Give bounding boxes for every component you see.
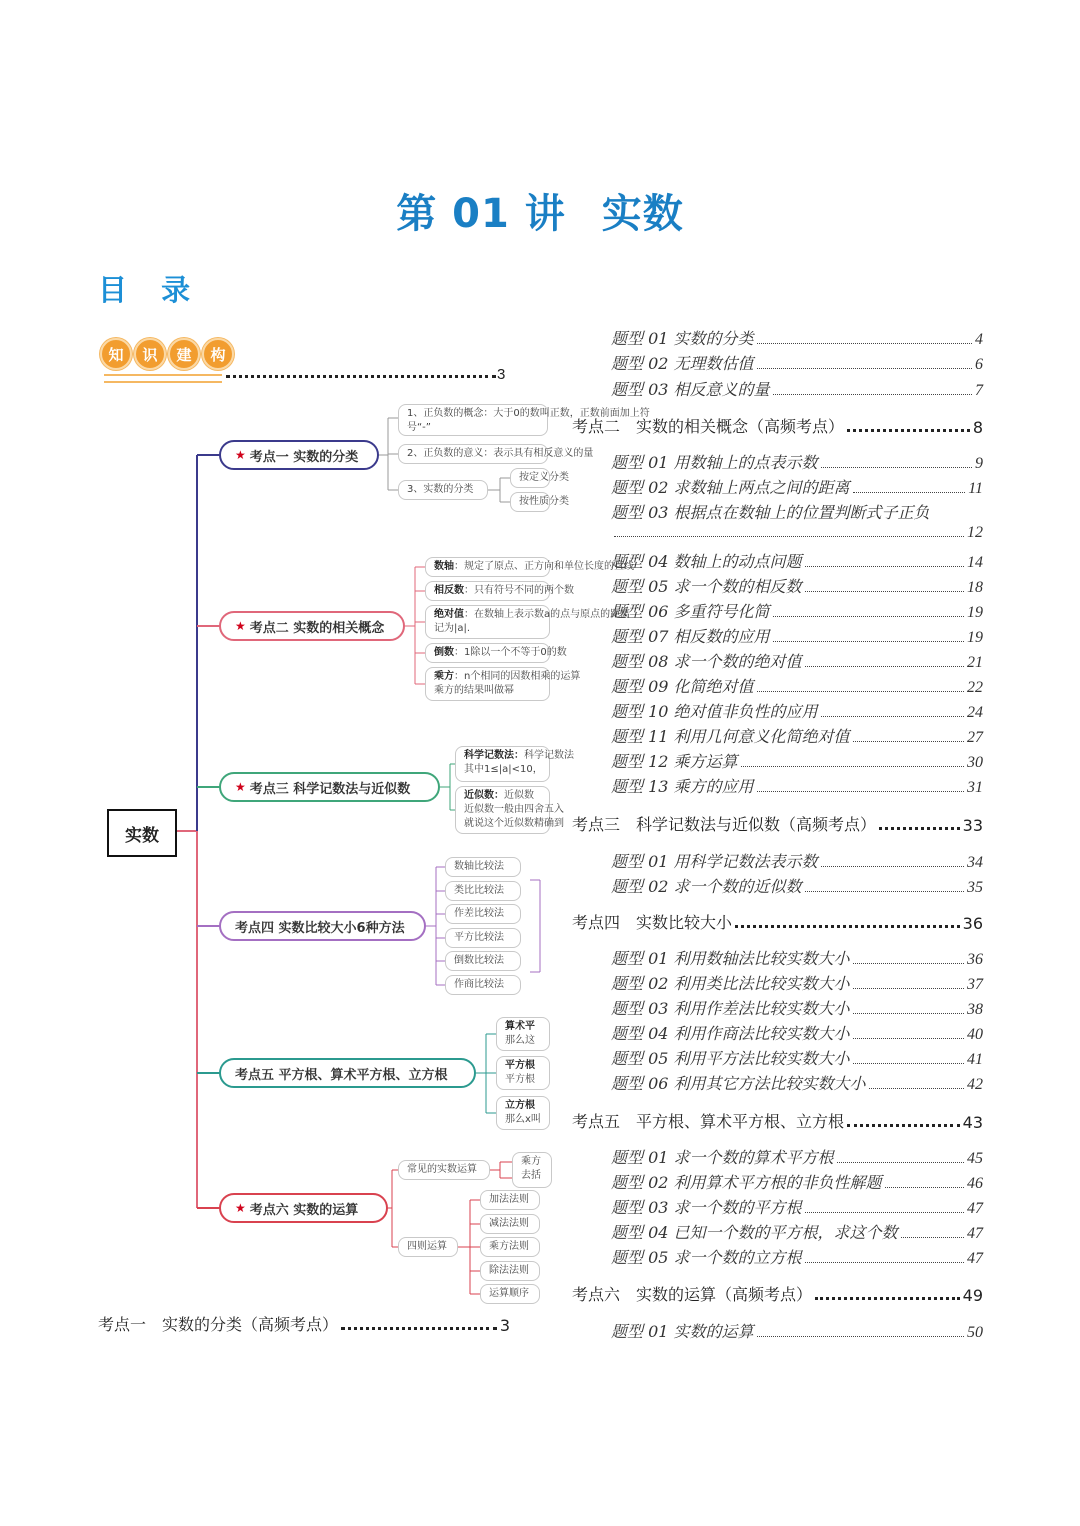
toc-leader-dots bbox=[805, 591, 964, 592]
toc-page-number: 14 bbox=[967, 554, 983, 571]
toc-entry-label: 题型 05 求一个数的相反数 bbox=[611, 577, 802, 596]
toc-leader-dots bbox=[805, 666, 964, 667]
toc-entry-label: 考点二 实数的相关概念（高频考点） bbox=[572, 417, 845, 436]
mind-map-leaf bbox=[425, 667, 581, 701]
leaf-text: 常见的实数运算 bbox=[407, 1164, 477, 1175]
toc-leader-dots bbox=[853, 741, 964, 742]
leaf-text: 近似数一般由四舍五入 bbox=[464, 804, 564, 815]
toc-leader-dots bbox=[853, 1063, 964, 1064]
toc-entry-label: 题型 07 相反数的应用 bbox=[611, 627, 770, 646]
leaf-text: ：1除以一个不等于0的数 bbox=[454, 647, 567, 658]
mind-map-leaf bbox=[445, 928, 521, 948]
toc-entry-label: 题型 03 相反意义的量 bbox=[611, 380, 770, 399]
leaf-text: 平方根 bbox=[505, 1074, 535, 1085]
toc-heading: 目 录 bbox=[98, 273, 203, 307]
toc-entry-tixing[interactable] bbox=[611, 946, 983, 969]
toc-entry-tixing[interactable] bbox=[611, 326, 983, 349]
toc-entry-label: 题型 08 求一个数的绝对值 bbox=[611, 652, 802, 671]
leaf-text: 2、正负数的意义：表示具有相反意义的量 bbox=[407, 448, 594, 459]
kp-label: 考点六 实数的运算 bbox=[249, 1202, 359, 1218]
toc-entry-label: 题型 03 利用作差法比较实数大小 bbox=[611, 999, 850, 1018]
toc-entry-kaodian[interactable] bbox=[572, 1109, 983, 1132]
toc-leader-dots bbox=[821, 716, 964, 717]
kp-label: 考点二 实数的相关概念 bbox=[249, 620, 385, 636]
leaf-text: 加法法则 bbox=[489, 1194, 529, 1205]
leaf-text: 作商比较法 bbox=[454, 979, 504, 990]
leaf-text: 科学记数法 bbox=[524, 750, 574, 761]
toc-page-number: 19 bbox=[967, 604, 983, 621]
mind-map-leaf bbox=[480, 1190, 540, 1210]
star-icon: ★ bbox=[235, 619, 246, 633]
toc-page-number: 41 bbox=[967, 1051, 983, 1068]
title-lesson-number: 第 01 讲 bbox=[396, 191, 566, 237]
toc-page-number: 36 bbox=[962, 914, 983, 933]
leaf-text: 乘方的结果叫做幂 bbox=[434, 685, 514, 696]
leaf-text: 那么这 bbox=[505, 1035, 535, 1046]
toc-leader-dots bbox=[757, 691, 964, 692]
mind-map-leaf bbox=[425, 643, 567, 663]
toc-page-number: 24 bbox=[967, 704, 983, 721]
toc-leader-dots bbox=[853, 1038, 964, 1039]
toc-page-number: 11 bbox=[968, 480, 983, 497]
toc-page-number: 50 bbox=[967, 1324, 983, 1341]
toc-entry-tixing[interactable] bbox=[611, 749, 983, 772]
mind-map-kp2[interactable] bbox=[219, 611, 405, 641]
mind-map-leaf bbox=[480, 1261, 540, 1281]
toc-leader-dots bbox=[757, 368, 972, 369]
toc-entry-tixing[interactable] bbox=[611, 874, 983, 897]
toc-page-number: 33 bbox=[962, 816, 983, 835]
mind-map-kp1[interactable] bbox=[219, 440, 379, 470]
leaf-text: 按定义分类 bbox=[519, 472, 569, 483]
mind-map-leaf bbox=[445, 857, 521, 877]
mind-map-leaf bbox=[455, 786, 564, 834]
toc-leader-dots bbox=[805, 1262, 964, 1263]
toc-entry-kaodian[interactable] bbox=[572, 1282, 983, 1305]
toc-entry-label: 题型 03 根据点在数轴上的位置判断式子正负 bbox=[611, 503, 930, 522]
toc-entry-tixing[interactable] bbox=[611, 1220, 983, 1243]
leaf-key: 科学记数法： bbox=[464, 750, 524, 761]
toc-leader-dots bbox=[805, 891, 964, 892]
mind-map-leaf bbox=[496, 1017, 550, 1051]
leaf-text: 近似数 bbox=[504, 790, 534, 801]
toc-leader-dots bbox=[773, 394, 972, 395]
mind-map-leaf bbox=[445, 881, 521, 901]
toc-leader-dots bbox=[853, 1013, 964, 1014]
leaf-text: ：只有符号不同的两个数 bbox=[464, 585, 574, 596]
toc-page-number: 30 bbox=[967, 754, 983, 771]
toc-entry-tixing[interactable] bbox=[611, 1245, 983, 1268]
badge-char: 识 bbox=[134, 338, 166, 370]
toc-entry-tixing[interactable] bbox=[611, 649, 983, 672]
leaf-text: 记为|a|. bbox=[434, 623, 471, 634]
toc-page-number: 9 bbox=[975, 455, 983, 472]
toc-leader-dots bbox=[853, 492, 966, 493]
mind-map-kp5[interactable] bbox=[219, 1058, 476, 1088]
toc-leader-dots bbox=[847, 1124, 960, 1127]
mind-map-leaf bbox=[480, 1214, 540, 1234]
toc-entry-label: 题型 02 利用类比法比较实数大小 bbox=[611, 974, 850, 993]
toc-page-number: 4 bbox=[975, 331, 983, 348]
leaf-text: 类比比较法 bbox=[454, 885, 504, 896]
leaf-text: 乘方法则 bbox=[489, 1241, 529, 1252]
leaf-text: ：规定了原点、正方向和单位长度的直线 bbox=[454, 561, 634, 572]
toc-leader-dots bbox=[741, 766, 964, 767]
toc-page-number: 49 bbox=[962, 1286, 983, 1305]
toc-page-number: 8 bbox=[972, 418, 983, 437]
toc-entry-tixing[interactable] bbox=[611, 1021, 983, 1044]
star-icon: ★ bbox=[235, 448, 246, 462]
mind-map-kp4[interactable] bbox=[219, 911, 426, 941]
toc-entry-tixing[interactable] bbox=[611, 1071, 983, 1094]
toc-entry-tixing[interactable] bbox=[611, 450, 983, 473]
toc-page-number: 45 bbox=[967, 1150, 983, 1167]
toc-entry-label: 考点四 实数比较大小 bbox=[572, 913, 733, 932]
toc-page-number: 6 bbox=[975, 356, 983, 373]
leaf-text: 数轴比较法 bbox=[454, 861, 504, 872]
leaf-text: 平方比较法 bbox=[454, 932, 504, 943]
badge-char: 构 bbox=[202, 338, 234, 370]
leaf-key: 乘方 bbox=[434, 671, 454, 682]
toc-page-number: 35 bbox=[967, 879, 983, 896]
toc-leader-dots bbox=[614, 536, 964, 537]
toc-entry-tixing[interactable] bbox=[611, 574, 983, 597]
toc-entry-label: 题型 10 绝对值非负性的应用 bbox=[611, 702, 818, 721]
mind-map-leaf bbox=[496, 1056, 550, 1090]
toc-leader-dots bbox=[757, 343, 972, 344]
toc-entry-label: 题型 02 求数轴上两点之间的距离 bbox=[611, 478, 850, 497]
toc-entry-tixing[interactable] bbox=[611, 1170, 983, 1193]
leaf-text: 除法法则 bbox=[489, 1265, 529, 1276]
leaf-text: 那么x叫 bbox=[505, 1114, 541, 1125]
mind-map-leaf bbox=[512, 1152, 552, 1188]
mind-map-leaf bbox=[496, 1096, 550, 1130]
toc-page-number: 31 bbox=[967, 779, 983, 796]
toc-entry-label: 考点五 平方根、算术平方根、立方根 bbox=[572, 1112, 845, 1131]
mind-map-leaf bbox=[425, 605, 631, 639]
toc-page-number[interactable]: 3 bbox=[497, 366, 506, 383]
toc-entry-label: 题型 05 求一个数的立方根 bbox=[611, 1248, 802, 1267]
kp-label: 考点五 平方根、算术平方根、立方根 bbox=[235, 1067, 448, 1083]
leaf-text: ：在数轴上表示数a的点与原点的距离 bbox=[464, 609, 631, 620]
toc-entry-label: 题型 02 利用算术平方根的非负性解题 bbox=[611, 1173, 882, 1192]
toc-page-number: 36 bbox=[967, 951, 983, 968]
toc-entry-tixing[interactable] bbox=[611, 1195, 983, 1218]
toc-entry-tixing[interactable] bbox=[611, 475, 983, 498]
mind-map-leaf bbox=[425, 557, 634, 577]
leaf-text: 作差比较法 bbox=[454, 908, 504, 919]
toc-entry-label: 题型 02 无理数估值 bbox=[611, 354, 754, 373]
toc-leader-dots bbox=[847, 429, 970, 432]
toc-page-number: 47 bbox=[967, 1250, 983, 1267]
toc-page-number: 19 bbox=[967, 629, 983, 646]
toc-entry-tixing[interactable] bbox=[611, 599, 983, 622]
toc-leader-dots bbox=[901, 1237, 964, 1238]
toc-page-number: 47 bbox=[967, 1225, 983, 1242]
leaf-key: 平方根 bbox=[505, 1060, 535, 1071]
leaf-text: 3、实数的分类 bbox=[407, 484, 474, 495]
toc-entry-tixing[interactable] bbox=[611, 674, 983, 697]
toc-entry-label: 题型 01 实数的运算 bbox=[611, 1322, 754, 1341]
toc-entry-tixing[interactable] bbox=[611, 351, 983, 374]
toc-entry-kaodian[interactable] bbox=[572, 414, 983, 437]
mind-map-leaf bbox=[510, 468, 569, 488]
toc-entry-label: 考点三 科学记数法与近似数（高频考点） bbox=[572, 815, 877, 834]
toc-entry-tixing[interactable] bbox=[611, 724, 983, 747]
toc-entry-label: 题型 06 多重符号化简 bbox=[611, 602, 770, 621]
toc-leader-dots bbox=[805, 1212, 964, 1213]
toc-entry-kaodian-1[interactable] bbox=[98, 1312, 510, 1335]
leaf-text: 减法法则 bbox=[489, 1218, 529, 1229]
toc-entry-label: 题型 02 求一个数的近似数 bbox=[611, 877, 802, 896]
toc-entry-label: 题型 09 化简绝对值 bbox=[611, 677, 754, 696]
toc-leader-dots bbox=[815, 1297, 960, 1300]
toc-page-number: 18 bbox=[967, 579, 983, 596]
toc-leader-dots bbox=[885, 1187, 964, 1188]
toc-leader-dots bbox=[773, 641, 964, 642]
toc-leader-dots bbox=[757, 1336, 964, 1337]
toc-page-number: 21 bbox=[967, 654, 983, 671]
leaf-key: 近似数： bbox=[464, 790, 504, 801]
leaf-key: 算术平 bbox=[505, 1021, 535, 1032]
toc-entry-label: 题型 04 利用作商法比较实数大小 bbox=[611, 1024, 850, 1043]
kp-label: 考点一 实数的分类 bbox=[249, 449, 359, 465]
toc-entry-continuation[interactable] bbox=[611, 524, 983, 542]
toc-page-number: 42 bbox=[967, 1076, 983, 1093]
toc-page-number: 22 bbox=[967, 679, 983, 696]
leaf-key: 立方根 bbox=[505, 1100, 535, 1111]
leaf-key: 绝对值 bbox=[434, 609, 464, 620]
toc-entry-tixing[interactable] bbox=[611, 849, 983, 872]
toc-entry-tixing[interactable] bbox=[611, 1145, 983, 1168]
kp-label: 考点四 实数比较大小6种方法 bbox=[235, 920, 405, 936]
leaf-text: 其中1≤|a|<10， bbox=[464, 764, 543, 775]
mind-map-leaf bbox=[510, 492, 569, 512]
leaf-key: 数轴 bbox=[434, 561, 454, 572]
toc-page-number: 37 bbox=[967, 976, 983, 993]
toc-leader-dots bbox=[869, 1088, 964, 1089]
toc-entry-tixing[interactable] bbox=[611, 377, 983, 400]
leaf-text: 就说这个近似数精确到 bbox=[464, 818, 564, 829]
leaf-text: 运算顺序 bbox=[489, 1288, 529, 1299]
mind-map-leaf bbox=[398, 1237, 458, 1257]
toc-entry-label: 题型 04 已知一个数的平方根，求这个数 bbox=[611, 1223, 898, 1242]
mind-map-root: 实数 bbox=[107, 809, 177, 857]
title-topic: 实数 bbox=[601, 191, 684, 237]
toc-page-number: 47 bbox=[967, 1200, 983, 1217]
toc-leader-dots bbox=[853, 988, 964, 989]
leaf-text: 四则运算 bbox=[407, 1241, 447, 1252]
toc-entry-label: 考点六 实数的运算（高频考点） bbox=[572, 1285, 813, 1304]
leaf-key: 相反数 bbox=[434, 585, 464, 596]
badge-char: 建 bbox=[168, 338, 200, 370]
toc-entry-kaodian[interactable] bbox=[572, 910, 983, 933]
toc-entry-label: 题型 06 利用其它方法比较实数大小 bbox=[611, 1074, 866, 1093]
mind-map-leaf bbox=[398, 444, 594, 464]
toc-leader-dots bbox=[879, 827, 960, 830]
leaf-key: 倒数 bbox=[434, 647, 454, 658]
star-icon: ★ bbox=[235, 1201, 246, 1215]
leaf-text: 按性质分类 bbox=[519, 496, 569, 507]
toc-entry-label: 题型 05 利用平方法比较实数大小 bbox=[611, 1049, 850, 1068]
toc-page-number: 7 bbox=[975, 382, 983, 399]
mind-map-leaf bbox=[445, 951, 521, 971]
mind-map-kp6[interactable] bbox=[219, 1193, 388, 1223]
mind-map-leaf bbox=[425, 581, 574, 601]
toc-entry-label: 题型 03 求一个数的平方根 bbox=[611, 1198, 802, 1217]
toc-page-number: 43 bbox=[962, 1113, 983, 1132]
mind-map-leaf bbox=[445, 904, 521, 924]
toc-leader-dots bbox=[735, 925, 960, 928]
badge-char: 知 bbox=[100, 338, 132, 370]
toc-entry-tixing[interactable] bbox=[611, 549, 983, 572]
mind-map-leaf bbox=[398, 1160, 490, 1180]
toc-leader-dots bbox=[853, 963, 964, 964]
mind-map-leaf bbox=[480, 1284, 540, 1304]
toc-page-number: 12 bbox=[967, 524, 983, 541]
toc-entry-label: 题型 01 用数轴上的点表示数 bbox=[611, 453, 818, 472]
toc-leader-dots bbox=[773, 616, 964, 617]
toc-page-number: 3 bbox=[499, 1316, 510, 1335]
mind-map-leaf bbox=[398, 480, 488, 500]
toc-entry-label: 题型 01 用科学记数法表示数 bbox=[611, 852, 818, 871]
toc-entry-tixing[interactable] bbox=[611, 996, 983, 1019]
toc-leader-dots bbox=[837, 1162, 964, 1163]
toc-entry-label: 题型 01 实数的分类 bbox=[611, 329, 754, 348]
toc-entry-tixing[interactable] bbox=[611, 500, 983, 523]
mind-map-leaf bbox=[455, 746, 574, 782]
toc-entry-tixing[interactable] bbox=[611, 971, 983, 994]
toc-entry-label: 题型 04 数轴上的动点问题 bbox=[611, 552, 802, 571]
toc-leader-dots bbox=[805, 566, 964, 567]
toc-entry-tixing[interactable] bbox=[611, 774, 983, 797]
kp-label: 考点三 科学记数法与近似数 bbox=[249, 781, 411, 797]
leaf-text: ：n个相同的因数相乘的运算 bbox=[454, 671, 581, 682]
toc-entry-label: 题型 13 乘方的应用 bbox=[611, 777, 754, 796]
toc-page-number: 38 bbox=[967, 1001, 983, 1018]
toc-entry-tixing[interactable] bbox=[611, 699, 983, 722]
toc-entry-tixing[interactable] bbox=[611, 1046, 983, 1069]
toc-entry-label: 题型 11 利用几何意义化简绝对值 bbox=[611, 727, 850, 746]
toc-leader-dots bbox=[757, 791, 964, 792]
leaf-text: 1、正负数的概念：大于0的数叫正数，正数前面加上符号“-” bbox=[407, 408, 650, 433]
toc-entry-label: 题型 01 利用数轴法比较实数大小 bbox=[611, 949, 850, 968]
mind-map-leaf bbox=[398, 404, 650, 436]
toc-entry-label: 题型 01 求一个数的算术平方根 bbox=[611, 1148, 834, 1167]
mind-map-leaf bbox=[445, 975, 521, 995]
toc-entry-label: 题型 12 乘方运算 bbox=[611, 752, 738, 771]
leaf-text: 去括 bbox=[521, 1170, 541, 1181]
toc-entry-label: 考点一 实数的分类（高频考点） bbox=[98, 1315, 339, 1334]
toc-page-number: 27 bbox=[967, 729, 983, 746]
leaf-text: 倒数比较法 bbox=[454, 955, 504, 966]
leaf-text: 乘方 bbox=[521, 1156, 541, 1167]
toc-entry-kaodian[interactable] bbox=[572, 812, 983, 835]
toc-entry-tixing[interactable] bbox=[611, 624, 983, 647]
toc-page-number: 40 bbox=[967, 1026, 983, 1043]
toc-leader-dots bbox=[821, 866, 964, 867]
toc-page-number: 46 bbox=[967, 1175, 983, 1192]
toc-entry-tixing[interactable] bbox=[611, 1319, 983, 1342]
toc-leader-dots bbox=[341, 1327, 497, 1330]
toc-leader-dots bbox=[821, 467, 972, 468]
toc-page-number: 34 bbox=[967, 854, 983, 871]
mind-map-kp3[interactable] bbox=[219, 772, 440, 802]
star-icon: ★ bbox=[235, 780, 246, 794]
mind-map-leaf bbox=[480, 1237, 540, 1257]
